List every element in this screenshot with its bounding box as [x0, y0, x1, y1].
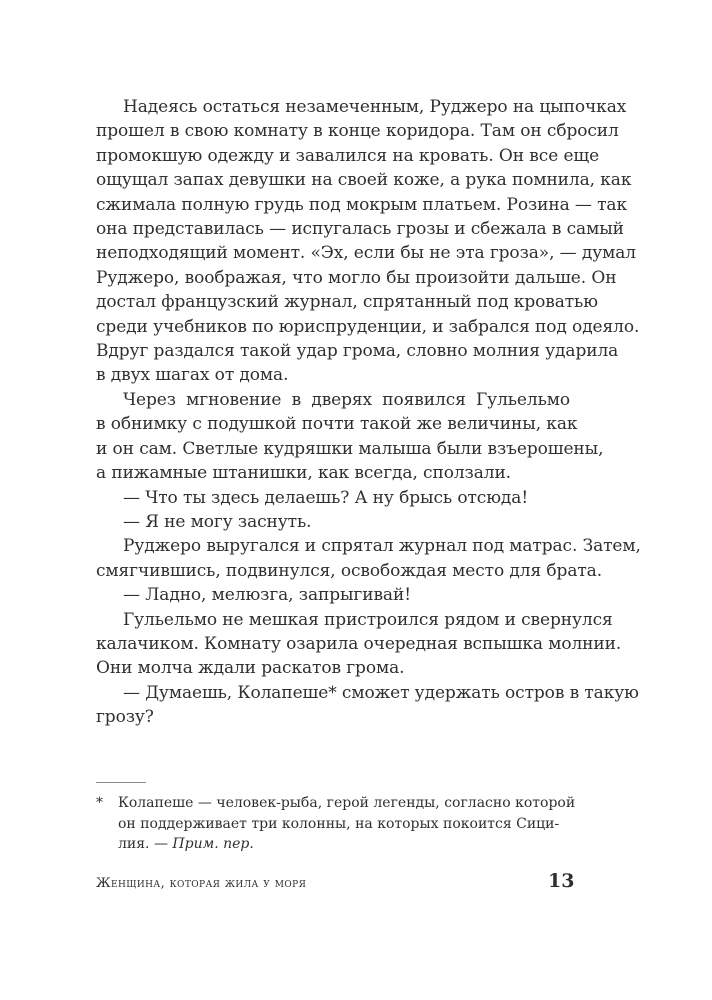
- text-line: калачиком. Комнату озарила очередная вспышка молнии.: [96, 633, 622, 654]
- text-line: сжимала полную грудь под мокрым платьем. Розина — так: [96, 194, 627, 215]
- text-line: — Что ты здесь делаешь? А ну брысь отсюда!: [123, 487, 529, 508]
- running-head: Женщина, которая жила у моря: [96, 876, 307, 891]
- text-line: достал французский журнал, спрятанный под кроватью: [96, 292, 598, 313]
- body-text: [96, 95, 641, 730]
- text-line: в обнимку с подушкой почти такой же величины, как: [96, 414, 578, 435]
- text-line: и он сам. Светлые кудряшки малыша были взъерошены,: [96, 438, 604, 459]
- text-line: смягчившись, подвинулся, освобождая место для брата.: [96, 560, 602, 581]
- text-line: Вдруг раздался такой удар грома, словно молния ударила: [96, 341, 619, 362]
- text-line: а пижамные штанишки, как всегда, сползали.: [96, 463, 511, 484]
- translator-note: Прим. пер.: [172, 836, 254, 852]
- text-line: в двух шагах от дома.: [96, 365, 289, 386]
- text-line: неподходящий момент. «Эх, если бы не эта гроза», — думал: [96, 243, 637, 264]
- text-line: промокшую одежду и завалился на кровать. Он все еще: [96, 145, 600, 166]
- footnote-line: [96, 793, 576, 814]
- text-line: грозу?: [96, 707, 154, 728]
- text-line: Гульельмо не мешкая пристроился рядом и свернулся: [123, 609, 613, 630]
- text-line: Через мгновение в дверях появился Гульельмо: [123, 389, 570, 410]
- paragraph: [96, 95, 640, 388]
- text-line: прошел в свою комнату в конце коридора. Там он сбросил: [96, 121, 619, 142]
- text-line: Они молча ждали раскатов грома.: [96, 658, 405, 679]
- footnote-marker: *: [96, 795, 103, 811]
- paragraph: [96, 681, 639, 730]
- text-line: — Думаешь, Колапеше* сможет удержать остров в такую: [123, 682, 639, 703]
- footnote-line: он поддерживает три колонны, на которых покоится Сици-: [118, 815, 560, 832]
- text-line: она представилась — испугалась грозы и сбежала в самый: [96, 219, 624, 240]
- text-line: ощущал запах девушки на своей коже, а рука помнила, как: [96, 170, 632, 191]
- paragraph: [96, 510, 570, 534]
- text-line: Руджеро выругался и спрятал журнал под матрас. Затем,: [123, 536, 641, 557]
- text-line: Руджеро, воображая, что могло бы произойти дальше. Он: [96, 267, 617, 288]
- paragraph: [96, 608, 622, 681]
- footnote: [96, 793, 576, 855]
- text-line: — Я не могу заснуть.: [123, 511, 312, 532]
- text-line: среди учебников по юриспруденции, и забрался под одеяло.: [96, 316, 640, 337]
- footnote-text: лия. —: [118, 836, 173, 852]
- paragraph: [96, 486, 570, 510]
- page-number: 13: [548, 870, 575, 892]
- text-line: Надеясь остаться незамеченным, Руджеро на цыпочках: [123, 97, 627, 117]
- text-line: — Ладно, мелюзга, запрыгивай!: [123, 585, 411, 606]
- paragraph: [96, 388, 604, 486]
- paragraph: [96, 534, 641, 583]
- footnote-text: Колапеше — человек-рыба, герой легенды, согласно которой: [118, 795, 576, 811]
- footnote-divider: [96, 782, 146, 783]
- footnote-line: [96, 834, 570, 855]
- paragraph: [96, 583, 570, 607]
